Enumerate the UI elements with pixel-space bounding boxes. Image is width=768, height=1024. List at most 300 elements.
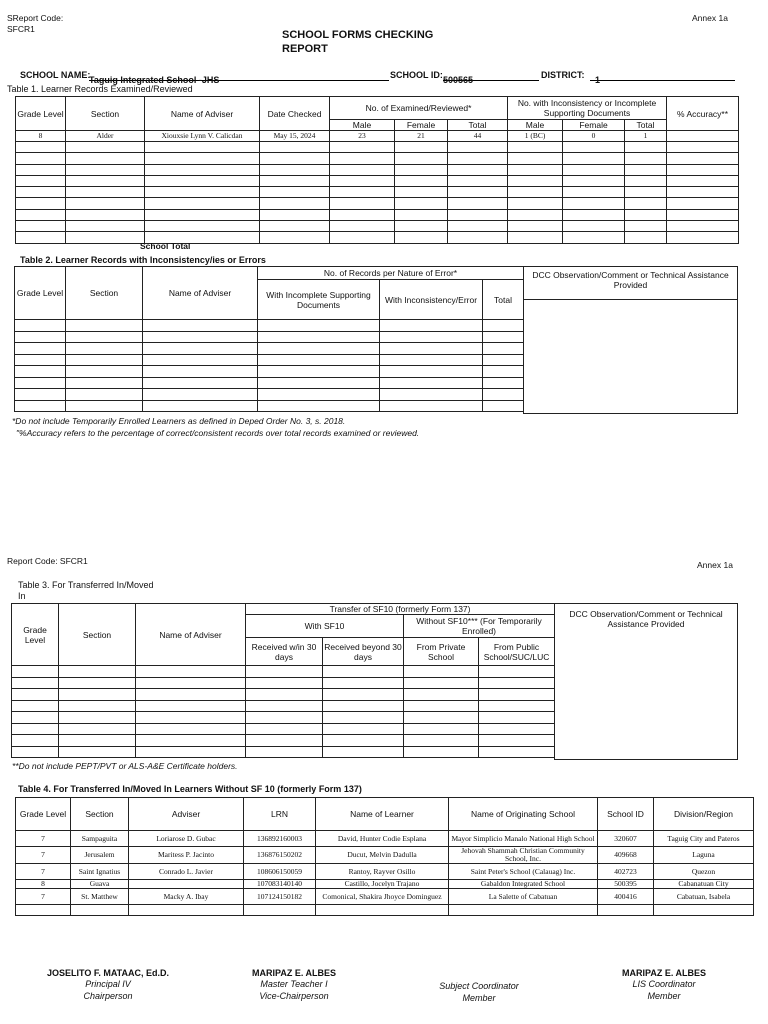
t1-h-grade: Grade Level: [16, 97, 66, 131]
t3-empty-cell: [404, 723, 479, 735]
report-code: SFCR1: [7, 24, 35, 34]
report-code-label: SReport Code:: [7, 13, 64, 23]
t4-cell-lrn: 107124150182: [244, 889, 316, 905]
t2-empty-cell: [258, 320, 380, 332]
t3-empty-cell: [479, 666, 555, 678]
t3-empty-cell: [323, 700, 404, 712]
signatory-1: [38, 968, 178, 1002]
school-id: 500565: [443, 75, 474, 85]
t4-cell-section: Sampaguita: [71, 831, 129, 847]
t3-empty-cell: [479, 723, 555, 735]
table2-caption: Table 2. Learner Records with Inconsistency/ies or Errors: [20, 255, 266, 265]
school-name: Taguig Integrated School -JHS: [89, 75, 220, 85]
signatory-name: [409, 968, 549, 980]
t1-empty-cell: [330, 142, 395, 153]
table-row: [15, 400, 524, 412]
table1-caption: Table 1. Learner Records Examined/Reviewed: [7, 84, 193, 94]
t4-cell-origin: Mayor Simplicio Manalo National High School: [449, 831, 598, 847]
signatory-name: MARIPAZ E. ALBES: [251, 968, 336, 978]
t3-empty-cell: [323, 712, 404, 724]
t1-empty-cell: [260, 221, 330, 232]
table1: [15, 96, 739, 244]
t1-empty-cell: [145, 153, 260, 164]
t1-empty-cell: [625, 187, 667, 198]
t3-empty-cell: [59, 723, 136, 735]
t4-cell-learner: Comonical, Shakira Jhoyce Dominguez: [316, 889, 449, 905]
t1-empty-cell: [260, 164, 330, 175]
t4-cell-school-id: 400416: [598, 889, 654, 905]
t1-empty-cell: [16, 175, 66, 186]
t1-empty-cell: [563, 153, 625, 164]
table-row: [12, 677, 555, 689]
t3-h-beyond30: Received beyond 30 days: [323, 638, 404, 666]
t1-empty-cell: [16, 153, 66, 164]
t4-cell-adviser: [129, 880, 244, 889]
t4-cell-section: Jerusalem: [71, 847, 129, 864]
page2-annex: Annex 1a: [697, 560, 733, 570]
t2-dcc-box: [523, 266, 738, 414]
t1-empty-cell: [625, 164, 667, 175]
t4-cell-origin: La Salette of Cabatuan: [449, 889, 598, 905]
t1-empty-cell: [66, 221, 145, 232]
t1-empty-cell: [508, 175, 563, 186]
t1-empty-cell: [667, 198, 739, 209]
t3-empty-cell: [479, 700, 555, 712]
table3-caption: [18, 580, 154, 602]
t3-empty-cell: [246, 723, 323, 735]
table3-caption-line2: In: [18, 591, 26, 601]
t1-h-in-male: Male: [508, 120, 563, 131]
t1-cell-section: Alder: [66, 131, 145, 142]
table-row: [15, 354, 524, 366]
t1-empty-cell: [260, 209, 330, 220]
t3-empty-cell: [136, 689, 246, 701]
t1-empty-cell: [563, 164, 625, 175]
t4-cell-grade: 7: [16, 847, 71, 864]
t3-empty-cell: [246, 689, 323, 701]
t1-empty-cell: [16, 198, 66, 209]
t2-empty-cell: [258, 389, 380, 401]
t1-empty-cell: [66, 175, 145, 186]
t1-cell-accuracy: [667, 131, 739, 142]
t4-cell-lrn: 108606150059: [244, 864, 316, 880]
t4-cell-section: Saint Ignatius: [71, 864, 129, 880]
t3-empty-cell: [323, 723, 404, 735]
t3-empty-cell: [12, 723, 59, 735]
table-row: [16, 153, 739, 164]
t2-empty-cell: [15, 354, 66, 366]
t2-h-grade: Grade Level: [15, 267, 66, 320]
t2-h-total: Total: [483, 280, 524, 320]
t4-h-division: Division/Region: [654, 798, 754, 831]
t2-empty-cell: [15, 366, 66, 378]
t2-empty-cell: [380, 389, 483, 401]
t2-empty-cell: [258, 366, 380, 378]
t2-empty-cell: [483, 343, 524, 355]
t3-h-without: Without SF10*** (For Temporarily Enrolled): [404, 615, 555, 638]
table-row: [16, 864, 754, 880]
t1-empty-cell: [508, 221, 563, 232]
t1-empty-cell: [330, 221, 395, 232]
t3-h-adviser: Name of Adviser: [136, 604, 246, 666]
t1-empty-cell: [16, 232, 66, 243]
t3-dcc-box: [554, 603, 738, 760]
t1-empty-cell: [448, 164, 508, 175]
school-name-label: SCHOOL NAME:: [20, 70, 91, 80]
t3-empty-cell: [136, 746, 246, 758]
t2-empty-cell: [66, 354, 143, 366]
t1-empty-cell: [145, 175, 260, 186]
t4-cell-adviser: Macky A. Ibay: [129, 889, 244, 905]
t2-empty-cell: [380, 400, 483, 412]
t1-cell-grade: 8: [16, 131, 66, 142]
t1-empty-cell: [667, 232, 739, 243]
t3-h-private: From Private School: [404, 638, 479, 666]
t1-empty-cell: [330, 175, 395, 186]
table-row: [16, 175, 739, 186]
t1-empty-cell: [625, 232, 667, 243]
table-row: [12, 712, 555, 724]
t3-empty-cell: [323, 689, 404, 701]
t4-h-grade: Grade Level: [16, 798, 71, 831]
t1-empty-cell: [667, 187, 739, 198]
t2-empty-cell: [258, 354, 380, 366]
table-row: [15, 331, 524, 343]
t2-empty-cell: [66, 377, 143, 389]
school-total-label: School Total: [140, 241, 191, 251]
t3-empty-cell: [136, 735, 246, 747]
signatory-role: Member: [462, 993, 496, 1003]
t2-empty-cell: [380, 366, 483, 378]
t1-empty-cell: [66, 142, 145, 153]
t4-h-section: Section: [71, 798, 129, 831]
t4-cell-grade: 7: [16, 864, 71, 880]
t3-empty-cell: [136, 712, 246, 724]
t2-empty-cell: [483, 320, 524, 332]
t2-empty-cell: [15, 343, 66, 355]
t3-empty-cell: [323, 746, 404, 758]
t4-empty-cell: [316, 905, 449, 916]
signatory-name: MARIPAZ E. ALBES: [621, 968, 706, 978]
t1-h-in-female: Female: [563, 120, 625, 131]
t4-cell-lrn: 107083140140: [244, 880, 316, 889]
table-row: [12, 689, 555, 701]
t1-empty-cell: [330, 209, 395, 220]
table-row: [12, 666, 555, 678]
t4-cell-school-id: 320607: [598, 831, 654, 847]
t1-empty-cell: [448, 175, 508, 186]
t2-h-adviser: Name of Adviser: [143, 267, 258, 320]
t4-cell-origin: Saint Peter's School (Calauag) Inc.: [449, 864, 598, 880]
t2-empty-cell: [380, 320, 483, 332]
t3-empty-cell: [136, 700, 246, 712]
t2-empty-cell: [15, 389, 66, 401]
t4-cell-adviser: Maritess P. Jacinto: [129, 847, 244, 864]
t1-h-ex-male: Male: [330, 120, 395, 131]
district-line: [590, 70, 735, 85]
school-id-line: [443, 70, 539, 85]
t2-empty-cell: [143, 389, 258, 401]
t2-empty-cell: [143, 320, 258, 332]
t3-empty-cell: [12, 712, 59, 724]
page2-report-code: Report Code: SFCR1: [7, 556, 88, 566]
t3-h-within30: Received w/in 30 days: [246, 638, 323, 666]
table-row: [15, 343, 524, 355]
t1-empty-cell: [145, 142, 260, 153]
t4-cell-division: Quezon: [654, 864, 754, 880]
t1-empty-cell: [448, 187, 508, 198]
t2-empty-cell: [15, 320, 66, 332]
t1-empty-cell: [625, 142, 667, 153]
t1-empty-cell: [667, 164, 739, 175]
t3-empty-cell: [246, 677, 323, 689]
t1-empty-cell: [508, 142, 563, 153]
t2-empty-cell: [258, 400, 380, 412]
t1-empty-cell: [16, 164, 66, 175]
t3-empty-cell: [12, 677, 59, 689]
page-title: [282, 28, 433, 56]
signatory-role: Member: [647, 991, 681, 1001]
t3-empty-cell: [479, 735, 555, 747]
t2-empty-cell: [66, 400, 143, 412]
t1-empty-cell: [563, 142, 625, 153]
t3-h-transfer: Transfer of SF10 (formerly Form 137): [246, 604, 555, 615]
annex-label: Annex 1a: [692, 13, 728, 23]
t1-h-adviser: Name of Adviser: [145, 97, 260, 131]
t3-h-section: Section: [59, 604, 136, 666]
t1-empty-cell: [66, 198, 145, 209]
t3-empty-cell: [246, 712, 323, 724]
t1-empty-cell: [16, 187, 66, 198]
t1-empty-cell: [16, 142, 66, 153]
t1-empty-cell: [667, 142, 739, 153]
t1-cell-ex-total: 44: [448, 131, 508, 142]
t3-empty-cell: [59, 689, 136, 701]
t1-empty-cell: [563, 198, 625, 209]
t1-empty-cell: [508, 153, 563, 164]
table-row: [16, 880, 754, 889]
signatory-role: LIS Coordinator: [632, 979, 696, 989]
t1-empty-cell: [145, 221, 260, 232]
t1-empty-cell: [330, 164, 395, 175]
table3-caption-line1: Table 3. For Transferred In/Moved: [18, 580, 154, 590]
t4-cell-learner: Ducut, Melvin Dadulla: [316, 847, 449, 864]
t3-empty-cell: [59, 712, 136, 724]
district: 1: [595, 75, 601, 85]
t3-empty-cell: [12, 735, 59, 747]
t1-cell-in-male: 1 (BC): [508, 131, 563, 142]
school-name-line: [89, 70, 389, 85]
table-row: [16, 847, 754, 864]
t4-empty-cell: [244, 905, 316, 916]
table-row: [16, 142, 739, 153]
t1-h-section: Section: [66, 97, 145, 131]
table3-note: **Do not include PEPT/PVT or ALS-A&E Certificate holders.: [12, 761, 238, 771]
t1-h-examined: No. of Examined/Reviewed*: [330, 97, 508, 120]
t1-empty-cell: [260, 232, 330, 243]
signatory-role: Principal IV: [85, 979, 131, 989]
t4-cell-section: Guava: [71, 880, 129, 889]
t1-h-date: Date Checked: [260, 97, 330, 131]
t2-empty-cell: [143, 377, 258, 389]
t2-empty-cell: [258, 331, 380, 343]
t1-h-accuracy: % Accuracy**: [667, 97, 739, 131]
t4-cell-adviser: Conrado L. Javier: [129, 864, 244, 880]
signatory-role: Master Teacher I: [260, 979, 328, 989]
t1-empty-cell: [508, 232, 563, 243]
t1-h-ex-female: Female: [395, 120, 448, 131]
title-line-1: SCHOOL FORMS CHECKING: [282, 29, 434, 41]
t3-h-with: With SF10: [246, 615, 404, 638]
t1-empty-cell: [260, 198, 330, 209]
t2-h-inconsistency: With Inconsistency/Error: [380, 280, 483, 320]
t1-empty-cell: [625, 221, 667, 232]
t1-empty-cell: [625, 153, 667, 164]
signatory-4: [594, 968, 734, 1002]
t1-empty-cell: [330, 232, 395, 243]
t4-cell-division: Taguig City and Pateros: [654, 831, 754, 847]
t1-empty-cell: [563, 232, 625, 243]
t2-empty-cell: [66, 320, 143, 332]
table-row: [16, 905, 754, 916]
report-code-block: [7, 13, 63, 35]
table-row: [12, 723, 555, 735]
t3-empty-cell: [59, 735, 136, 747]
t1-empty-cell: [395, 187, 448, 198]
note-1: *Do not include Temporarily Enrolled Learners as defined in Deped Order No. 3, s. 2018.: [12, 416, 346, 426]
t1-h-inconsistency: No. with Inconsistency or Incomplete Supporting Documents: [508, 97, 667, 120]
t3-empty-cell: [404, 700, 479, 712]
t2-h-nature: No. of Records per Nature of Error*: [258, 267, 524, 280]
t2-empty-cell: [258, 377, 380, 389]
note-2: "%Accuracy refers to the percentage of correct/consistent records over total records examined or reviewed.: [16, 428, 420, 438]
t3-empty-cell: [323, 677, 404, 689]
t4-cell-division: Laguna: [654, 847, 754, 864]
t1-empty-cell: [66, 232, 145, 243]
t3-empty-cell: [404, 735, 479, 747]
t1-empty-cell: [260, 187, 330, 198]
signatory-name: JOSELITO F. MATAAC, Ed.D.: [46, 968, 169, 978]
t1-empty-cell: [145, 198, 260, 209]
t1-empty-cell: [563, 209, 625, 220]
t3-empty-cell: [479, 746, 555, 758]
t1-empty-cell: [260, 175, 330, 186]
t1-empty-cell: [260, 142, 330, 153]
t2-empty-cell: [143, 400, 258, 412]
t1-empty-cell: [625, 198, 667, 209]
t2-h-incomplete: With Incomplete Supporting Documents: [258, 280, 380, 320]
t1-empty-cell: [395, 142, 448, 153]
t1-h-ex-total: Total: [448, 120, 508, 131]
table-row: [16, 187, 739, 198]
table-row: [16, 131, 739, 142]
t2-empty-cell: [15, 377, 66, 389]
t1-empty-cell: [448, 209, 508, 220]
table-row: [12, 700, 555, 712]
t4-empty-cell: [654, 905, 754, 916]
t1-empty-cell: [395, 164, 448, 175]
t1-empty-cell: [667, 221, 739, 232]
t1-empty-cell: [330, 153, 395, 164]
table-row: [15, 366, 524, 378]
signatory-role: Chairperson: [83, 991, 133, 1001]
t3-empty-cell: [59, 677, 136, 689]
t2-h-dcc: DCC Observation/Comment or Technical Assistance Provided: [524, 267, 737, 300]
t1-empty-cell: [563, 187, 625, 198]
t3-empty-cell: [479, 689, 555, 701]
t2-empty-cell: [380, 331, 483, 343]
t1-cell-in-total: 1: [625, 131, 667, 142]
table-row: [16, 221, 739, 232]
t1-empty-cell: [395, 209, 448, 220]
table-row: [16, 232, 739, 243]
table-row: [15, 320, 524, 332]
t1-empty-cell: [448, 232, 508, 243]
title-line-2: REPORT: [282, 43, 328, 55]
t2-empty-cell: [483, 400, 524, 412]
t2-empty-cell: [66, 366, 143, 378]
t3-empty-cell: [479, 712, 555, 724]
t4-cell-origin: Gabaldon Integrated School: [449, 880, 598, 889]
t4-cell-lrn: 136892160003: [244, 831, 316, 847]
t4-cell-learner: Rantoy, Rayver Osillo: [316, 864, 449, 880]
t4-h-adviser: Adviser: [129, 798, 244, 831]
t2-empty-cell: [380, 354, 483, 366]
t1-empty-cell: [395, 221, 448, 232]
t3-empty-cell: [246, 700, 323, 712]
t1-empty-cell: [448, 153, 508, 164]
t1-empty-cell: [330, 187, 395, 198]
table4: [15, 797, 754, 916]
t2-empty-cell: [483, 366, 524, 378]
t4-empty-cell: [16, 905, 71, 916]
t1-empty-cell: [667, 175, 739, 186]
t4-h-origin: Name of Originating School: [449, 798, 598, 831]
t1-empty-cell: [448, 198, 508, 209]
school-id-label: SCHOOL ID:: [390, 70, 443, 80]
t4-h-lrn: LRN: [244, 798, 316, 831]
t3-empty-cell: [246, 666, 323, 678]
t1-empty-cell: [66, 164, 145, 175]
t1-h-in-total: Total: [625, 120, 667, 131]
t3-empty-cell: [59, 746, 136, 758]
t4-cell-school-id: 402723: [598, 864, 654, 880]
table-row: [12, 735, 555, 747]
table3: [11, 603, 555, 758]
t2-empty-cell: [380, 343, 483, 355]
t4-cell-grade: 7: [16, 889, 71, 905]
t2-empty-cell: [66, 389, 143, 401]
table-row: [16, 889, 754, 905]
t3-empty-cell: [136, 666, 246, 678]
signatory-3: [409, 968, 549, 1004]
t3-empty-cell: [404, 677, 479, 689]
t3-empty-cell: [404, 712, 479, 724]
t1-cell-in-female: 0: [563, 131, 625, 142]
table-row: [16, 164, 739, 175]
t1-empty-cell: [66, 187, 145, 198]
t2-empty-cell: [380, 377, 483, 389]
t2-empty-cell: [143, 366, 258, 378]
t1-cell-ex-male: 23: [330, 131, 395, 142]
t3-empty-cell: [323, 666, 404, 678]
t1-empty-cell: [625, 175, 667, 186]
t4-h-learner: Name of Learner: [316, 798, 449, 831]
t1-empty-cell: [448, 142, 508, 153]
t3-h-dcc: DCC Observation/Comment or Technical Assistance Provided: [569, 609, 723, 629]
t1-cell-ex-female: 21: [395, 131, 448, 142]
t4-cell-division: Cabanatuan City: [654, 880, 754, 889]
